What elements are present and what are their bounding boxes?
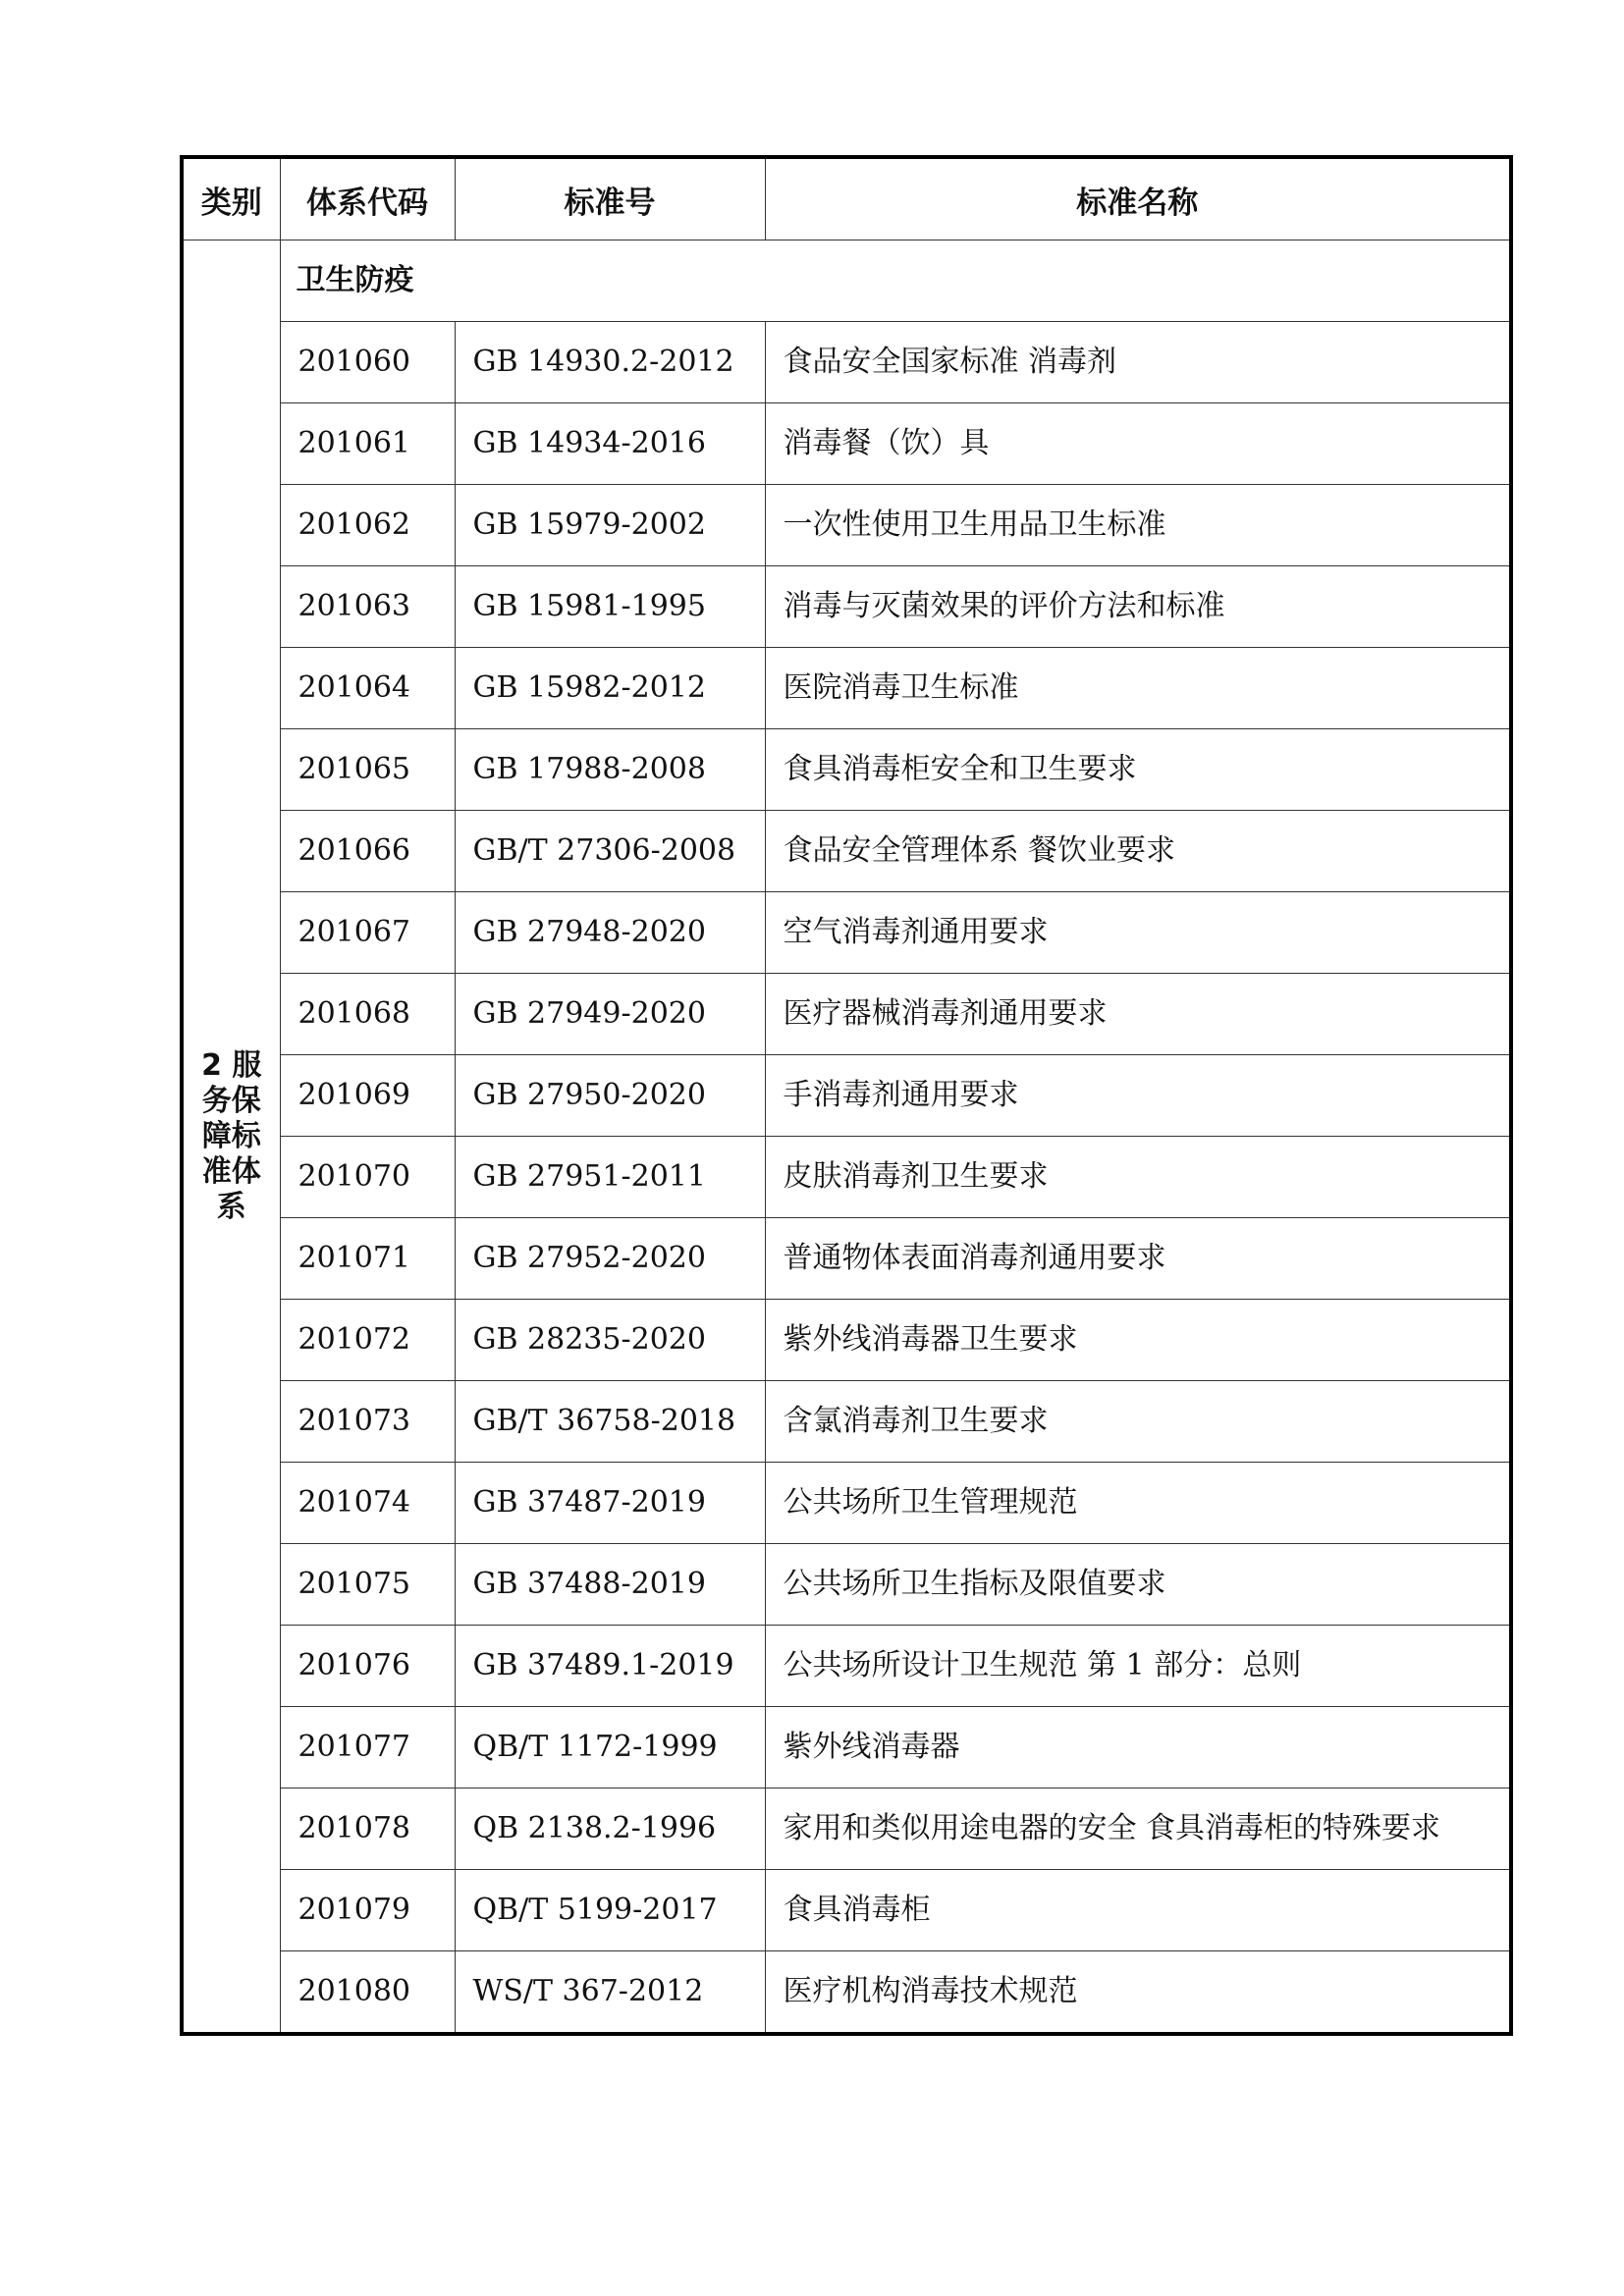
standard-number-cell: GB 27948-2020	[455, 892, 765, 974]
standard-number-cell: GB 28235-2020	[455, 1300, 765, 1381]
system-code-cell: 201060	[280, 322, 455, 403]
system-code-cell: 201080	[280, 1951, 455, 2035]
table-row	[182, 1707, 1511, 1789]
header-standard-number: 标准号	[455, 157, 765, 240]
standard-name-cell: 医院消毒卫生标准	[765, 648, 1511, 729]
table-row	[182, 1137, 1511, 1218]
table-row	[182, 974, 1511, 1055]
standard-number-cell: GB/T 36758-2018	[455, 1381, 765, 1463]
table-row	[182, 892, 1511, 974]
table-row	[182, 1381, 1511, 1463]
header-standard-name: 标准名称	[765, 157, 1511, 240]
standard-name-cell: 皮肤消毒剂卫生要求	[765, 1137, 1511, 1218]
table-row	[182, 403, 1511, 485]
standard-name-cell: 医疗器械消毒剂通用要求	[765, 974, 1511, 1055]
table-row	[182, 729, 1511, 811]
standard-number-cell: QB 2138.2-1996	[455, 1789, 765, 1870]
standard-number-cell: QB/T 1172-1999	[455, 1707, 765, 1789]
header-category: 类别	[182, 157, 280, 240]
table-row	[182, 648, 1511, 729]
header-system-code: 体系代码	[280, 157, 455, 240]
system-code-cell: 201063	[280, 566, 455, 648]
standard-number-cell: GB 27950-2020	[455, 1055, 765, 1137]
standard-number-cell: GB 27951-2011	[455, 1137, 765, 1218]
table-row	[182, 566, 1511, 648]
table-row	[182, 1463, 1511, 1544]
system-code-cell: 201068	[280, 974, 455, 1055]
section-row	[182, 240, 1511, 322]
standard-number-cell: WS/T 367-2012	[455, 1951, 765, 2035]
system-code-cell: 201066	[280, 811, 455, 892]
standard-name-cell: 含氯消毒剂卫生要求	[765, 1381, 1511, 1463]
standards-table	[180, 155, 1513, 2036]
table-row	[182, 1218, 1511, 1300]
standard-name-cell: 手消毒剂通用要求	[765, 1055, 1511, 1137]
standard-name-cell: 空气消毒剂通用要求	[765, 892, 1511, 974]
standard-name-cell: 普通物体表面消毒剂通用要求	[765, 1218, 1511, 1300]
table-row	[182, 1055, 1511, 1137]
table-row	[182, 811, 1511, 892]
system-code-cell: 201072	[280, 1300, 455, 1381]
standard-name-cell: 消毒与灭菌效果的评价方法和标准	[765, 566, 1511, 648]
standard-name-cell: 医疗机构消毒技术规范	[765, 1951, 1511, 2035]
standard-number-cell: GB/T 27306-2008	[455, 811, 765, 892]
standard-name-cell: 紫外线消毒器	[765, 1707, 1511, 1789]
system-code-cell: 201062	[280, 485, 455, 566]
standard-name-cell: 食具消毒柜安全和卫生要求	[765, 729, 1511, 811]
standard-number-cell: GB 15981-1995	[455, 566, 765, 648]
system-code-cell: 201071	[280, 1218, 455, 1300]
system-code-cell: 201061	[280, 403, 455, 485]
standard-name-cell: 公共场所卫生指标及限值要求	[765, 1544, 1511, 1626]
system-code-cell: 201073	[280, 1381, 455, 1463]
table-row	[182, 1951, 1511, 2035]
standard-number-cell: GB 27952-2020	[455, 1218, 765, 1300]
table-row	[182, 1626, 1511, 1707]
system-code-cell: 201076	[280, 1626, 455, 1707]
standard-number-cell: GB 37487-2019	[455, 1463, 765, 1544]
standard-number-cell: GB 15982-2012	[455, 648, 765, 729]
standard-name-cell: 公共场所设计卫生规范 第 1 部分：总则	[765, 1626, 1511, 1707]
standard-name-cell: 紫外线消毒器卫生要求	[765, 1300, 1511, 1381]
standard-name-cell: 食品安全国家标准 消毒剂	[765, 322, 1511, 403]
table-header-row	[182, 157, 1511, 240]
standard-name-cell: 食品安全管理体系 餐饮业要求	[765, 811, 1511, 892]
table-row	[182, 485, 1511, 566]
table-row	[182, 1300, 1511, 1381]
system-code-cell: 201079	[280, 1870, 455, 1951]
table-row	[182, 1789, 1511, 1870]
standard-number-cell: GB 27949-2020	[455, 974, 765, 1055]
system-code-cell: 201074	[280, 1463, 455, 1544]
section-title: 卫生防疫	[280, 240, 1511, 322]
standard-name-cell: 食具消毒柜	[765, 1870, 1511, 1951]
table-row	[182, 1544, 1511, 1626]
standard-number-cell: GB 14934-2016	[455, 403, 765, 485]
standard-name-cell: 家用和类似用途电器的安全 食具消毒柜的特殊要求	[765, 1789, 1511, 1870]
standard-number-cell: GB 37489.1-2019	[455, 1626, 765, 1707]
category-cell: 2 服务保障标准体系	[182, 240, 280, 2035]
system-code-cell: 201077	[280, 1707, 455, 1789]
system-code-cell: 201067	[280, 892, 455, 974]
table-row	[182, 322, 1511, 403]
standard-name-cell: 公共场所卫生管理规范	[765, 1463, 1511, 1544]
standard-number-cell: GB 17988-2008	[455, 729, 765, 811]
standard-name-cell: 消毒餐（饮）具	[765, 403, 1511, 485]
system-code-cell: 201064	[280, 648, 455, 729]
standard-number-cell: GB 14930.2-2012	[455, 322, 765, 403]
standard-number-cell: GB 37488-2019	[455, 1544, 765, 1626]
system-code-cell: 201069	[280, 1055, 455, 1137]
standard-number-cell: GB 15979-2002	[455, 485, 765, 566]
system-code-cell: 201078	[280, 1789, 455, 1870]
table-body	[182, 240, 1511, 2035]
standard-number-cell: QB/T 5199-2017	[455, 1870, 765, 1951]
table-row	[182, 1870, 1511, 1951]
system-code-cell: 201070	[280, 1137, 455, 1218]
system-code-cell: 201065	[280, 729, 455, 811]
standard-name-cell: 一次性使用卫生用品卫生标准	[765, 485, 1511, 566]
system-code-cell: 201075	[280, 1544, 455, 1626]
